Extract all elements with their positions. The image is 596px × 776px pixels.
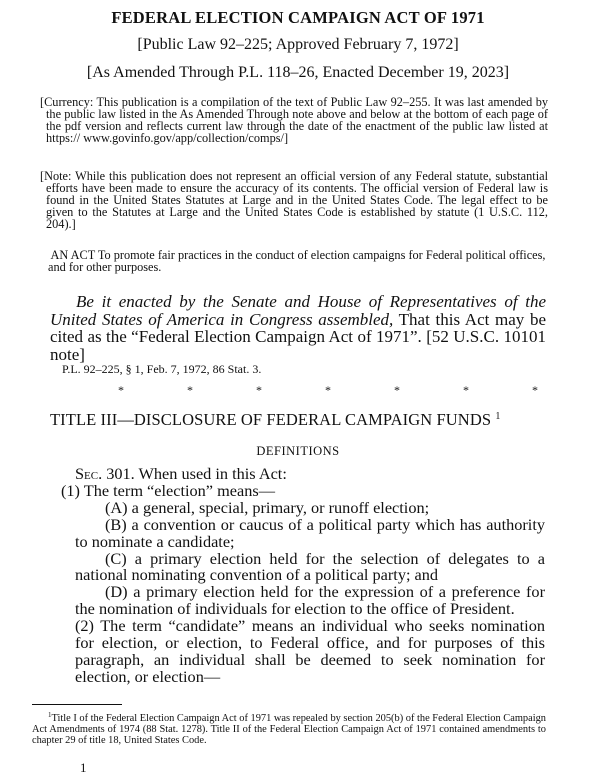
star: * [187,383,193,397]
amended-through-line: [As Amended Through P.L. 118–26, Enacted December 19, 2023] [86,64,510,81]
enacting-clause [50,293,546,363]
legislative-history: P.L. 92–225, § 1, Feb. 7, 1972, 86 Stat. 3. [62,362,262,376]
disclaimer-note: [Note: While this publication does not represent an official version of any Federal statute, substantial efforts have been made to ensure the accuracy of its contents. The official version of Federal law is found in the United States Statutes at Large and in the United States Code. The legal effect to be given to the Statutes at Large and the United States Code is established by statute (1 U.S.C. 112, 204).] [40,169,548,231]
paragraph-2: (2) The term “candidate” means an individual who seeks nomination for election, or election, to Federal office, and for purposes of this paragraph, an individual shall be deemed to seek nomination for election, or election— [75,616,545,686]
subparagraph-c: (C) a primary election held for the selection of delegates to a national nominating convention of a political party; and [75,548,545,585]
public-law-line: [Public Law 92–225; Approved February 7, 1972] [137,36,459,53]
star: * [463,383,469,397]
enacting-formula: Be it enacted by the Senate and House of Representatives of the United States of America in Congress assembled, [50,292,546,329]
act-purpose: AN ACT To promote fair practices in the conduct of election campaigns for Federal political offices, and for other purposes. [48,248,546,274]
footnote-reference: 1 [495,411,501,422]
document-title: FEDERAL ELECTION CAMPAIGN ACT OF 1971 [111,8,485,27]
section-intro-text: 301. When used in this Act: [102,464,287,483]
paragraph-1: (1) The term “election” means— [61,480,275,500]
subparagraph-b: (B) a convention or caucus of a political party which has authority to nominate a candidate; [75,514,545,551]
subparagraph-a: (A) a general, special, primary, or runoff election; [105,497,430,517]
star: * [394,383,400,397]
footnote-1 [32,710,546,746]
section-301 [61,464,545,686]
short-title-text: That this Act may be cited as the “Federal Election Campaign Act of 1971”. [52 U.S.C. 10101 note] [50,309,546,364]
page-number: 1 [80,760,87,775]
subparagraph-d: (D) a primary election held for the expression of a preference for the nomination of individuals for election to the office of President. [75,582,545,619]
footnote-text: Title I of the Federal Election Campaign Act of 1971 was repealed by section 205(b) of the Federal Election Campaign Act Amendments of 1974 (88 Stat. 1278). Title II of the Federal Election Campaign Act of 1971 contained amendments to chapter 29 of title 18, United States Code. [32,713,546,746]
section-label: Sec. [75,464,103,483]
star: * [256,383,262,397]
definitions-heading: DEFINITIONS [256,444,340,458]
title-iii-heading [50,410,500,430]
footnote-marker: 1 [48,711,52,719]
footnote-divider [32,704,122,705]
omission-stars [118,383,538,398]
currency-note: [Currency: This publication is a compilation of the text of Public Law 92–255. It was last amended by the public law listed in the As Amended Through note above and below at the bottom of each page of the pdf version and reflects current law through the date of the enactment of the public law listed at https:// www.govinfo.gov/app/collection/comps/] [40,95,548,145]
title-iii-text: TITLE III—DISCLOSURE OF FEDERAL CAMPAIGN FUNDS [50,410,492,429]
star: * [532,383,538,397]
star: * [325,383,331,397]
star: * [118,383,124,397]
